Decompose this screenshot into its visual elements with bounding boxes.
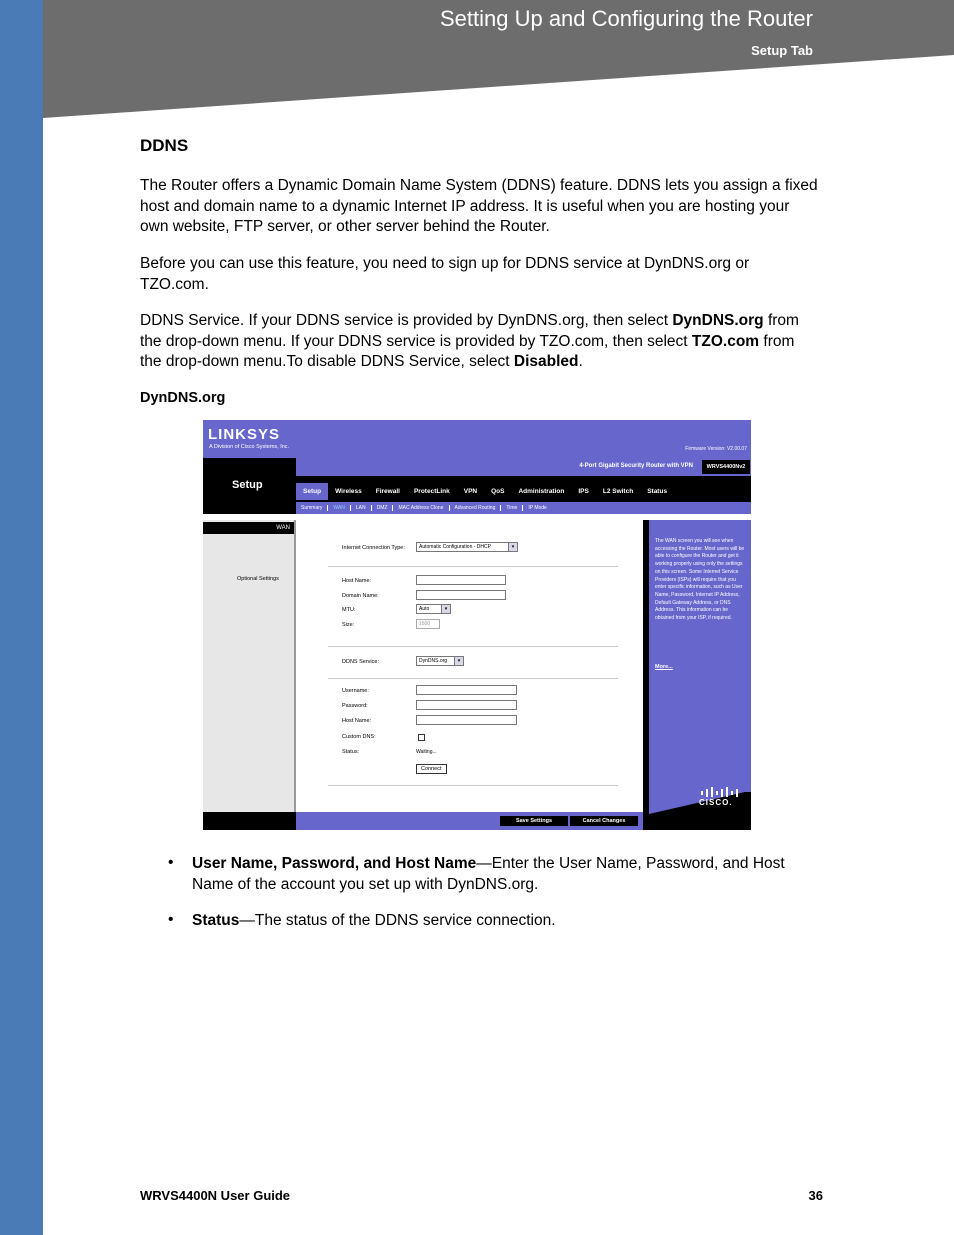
chevron-down-icon: ▾ — [441, 605, 450, 613]
chevron-down-icon: ▾ — [454, 657, 463, 665]
header-subtitle: Setup Tab — [751, 43, 813, 58]
chevron-down-icon: ▾ — [508, 543, 517, 551]
product-name: 4-Port Gigabit Security Router with VPN — [579, 463, 693, 469]
bullet-bold: User Name, Password, and Host Name — [192, 855, 477, 872]
wan-form — [296, 520, 643, 812]
connection-type-select[interactable] — [416, 542, 518, 552]
custom-dns-checkbox[interactable] — [418, 734, 425, 741]
linksys-logo: LINKSYS — [208, 426, 281, 443]
size-label: Size: — [342, 622, 355, 628]
bullet-marker: • — [168, 854, 174, 871]
tab-vpn[interactable]: VPN — [463, 487, 478, 495]
bullet-item-credentials — [192, 854, 822, 895]
cisco-logo-text: CISCO. — [699, 798, 733, 807]
ddns-service-select[interactable] — [416, 656, 464, 666]
section-label-setup: Setup — [232, 479, 263, 491]
tab-status[interactable]: Status — [647, 487, 668, 495]
tab-protectlink[interactable]: ProtectLink — [413, 487, 450, 495]
mtu-select[interactable] — [416, 604, 451, 614]
ddns-service-label: DDNS Service: — [342, 659, 379, 665]
divider — [328, 566, 618, 567]
username-input[interactable] — [416, 685, 517, 695]
connect-button[interactable]: Connect — [416, 764, 447, 774]
tab-ips[interactable]: IPS — [578, 487, 589, 495]
divider — [328, 785, 618, 786]
domain-name-input[interactable] — [416, 590, 506, 600]
router-brand-bar — [203, 420, 751, 458]
subtab-ip-mode[interactable]: IP Mode — [528, 505, 547, 511]
size-input[interactable]: 1500 — [416, 619, 440, 629]
host-name-input[interactable] — [416, 575, 506, 585]
header-title: Setting Up and Configuring the Router — [439, 6, 813, 31]
host-name-label: Host Name: — [342, 578, 372, 584]
bullet-marker: • — [168, 911, 174, 928]
mtu-value: Auto — [419, 606, 430, 612]
tab-administration[interactable]: Administration — [518, 487, 565, 495]
bullet-text: —Enter the User Name, Password, and Host Name of the account you set up with DynDNS.org. — [192, 855, 785, 893]
subtab-advanced-routing[interactable]: Advanced Routing — [450, 505, 502, 511]
wan-label-text: WAN — [276, 525, 290, 531]
text-run: . — [578, 353, 583, 370]
linksys-logo-sub: A Division of Cisco Systems, Inc. — [209, 444, 290, 450]
ddns-service-value: DynDNS.org — [419, 658, 448, 664]
paragraph-intro: The Router offers a Dynamic Domain Name System (DDNS) feature. DDNS lets you assign a fixed host and domain name to a dynamic Internet IP address. It is useful when you are hosting your own website, FTP server, or other server behind the Router. — [140, 177, 818, 235]
ddns-host-name-label: Host Name: — [342, 718, 372, 724]
router-left-column — [203, 520, 294, 812]
tab-qos[interactable]: QoS — [491, 487, 505, 495]
custom-dns-label: Custom DNS: — [342, 734, 376, 740]
paragraph-signup: Before you can use this feature, you need to sign up for DDNS service at DynDNS.org or TZO.com. — [140, 255, 750, 293]
save-settings-button[interactable]: Save Settings — [500, 816, 568, 826]
tab-firewall[interactable]: Firewall — [375, 487, 400, 495]
bullet-bold: Status — [192, 912, 240, 929]
model-badge: WRVS4400Nv2 — [702, 460, 750, 474]
paragraph-ddns-service — [140, 311, 820, 373]
subtab-mac-clone[interactable]: MAC Address Clone — [393, 505, 449, 511]
bold-dyndns: DynDNS.org — [672, 312, 764, 329]
subtab-dmz[interactable]: DMZ — [372, 505, 394, 511]
help-text: The WAN screen you will see when accessing the Router. Most users will be able to configure the Router and get it working properly using only the settings on this screen. Some Internet Service Providers (ISPs) will require that you enter specific information, such as User Name, Password, Internet IP Address, Default Gateway Address, or DNS Address. This information can be obtained from your ISP, if required. — [655, 538, 745, 622]
page-header — [43, 0, 954, 122]
subtab-wan[interactable]: WAN — [328, 505, 350, 511]
wan-section-label — [203, 522, 294, 534]
ddns-host-name-input[interactable] — [416, 715, 517, 725]
subtab-lan[interactable]: LAN — [351, 505, 372, 511]
main-tabs — [296, 482, 751, 500]
cancel-changes-button[interactable]: Cancel Changes — [570, 816, 638, 826]
bullet-item-status — [192, 911, 822, 932]
subheading-dyndns: DynDNS.org — [140, 390, 226, 406]
optional-settings-label: Optional Settings — [237, 576, 279, 582]
mtu-label: MTU: — [342, 607, 356, 613]
tab-setup[interactable]: Setup — [296, 483, 328, 500]
text-run: from the drop-down menu. If your DDNS service is provided by TZO.com, then select — [140, 312, 799, 350]
domain-name-label: Domain Name: — [342, 593, 379, 599]
firmware-version: Firmware Version: V2.00.07 — [685, 446, 747, 452]
subtab-time[interactable]: Time — [501, 505, 523, 511]
bold-disabled: Disabled — [513, 353, 579, 370]
bottom-bar-left — [203, 812, 296, 830]
password-label: Password: — [342, 703, 368, 709]
subtab-summary[interactable]: Summary — [296, 505, 328, 511]
bullet-text: —The status of the DDNS service connection. — [239, 912, 556, 929]
router-screenshot — [203, 420, 751, 830]
text-run: DDNS Service. If your DDNS service is provided by DynDNS.org, then select — [140, 312, 673, 329]
tab-l2-switch[interactable]: L2 Switch — [602, 487, 634, 495]
cisco-logo-icon — [701, 787, 741, 797]
username-label: Username: — [342, 688, 369, 694]
footer-guide-title: WRVS4400N User Guide — [140, 1188, 291, 1203]
tab-wireless[interactable]: Wireless — [335, 487, 362, 495]
section-title: DDNS — [140, 136, 189, 155]
password-input[interactable] — [416, 700, 517, 710]
footer-page-number: 36 — [808, 1188, 823, 1203]
status-value: Waiting... — [416, 749, 437, 755]
left-color-stripe — [0, 0, 43, 1235]
divider — [328, 678, 618, 679]
sub-tabs — [296, 502, 751, 514]
text-run: from the drop-down menu.To disable DDNS Service, select — [140, 332, 795, 370]
more-link[interactable]: More... — [655, 664, 673, 670]
divider — [328, 646, 618, 647]
status-label: Status: — [342, 749, 360, 755]
bold-tzo: TZO.com — [691, 332, 760, 350]
connection-type-value: Automatic Configuration - DHCP — [419, 544, 491, 550]
connection-type-label: Internet Connection Type: — [342, 545, 405, 551]
